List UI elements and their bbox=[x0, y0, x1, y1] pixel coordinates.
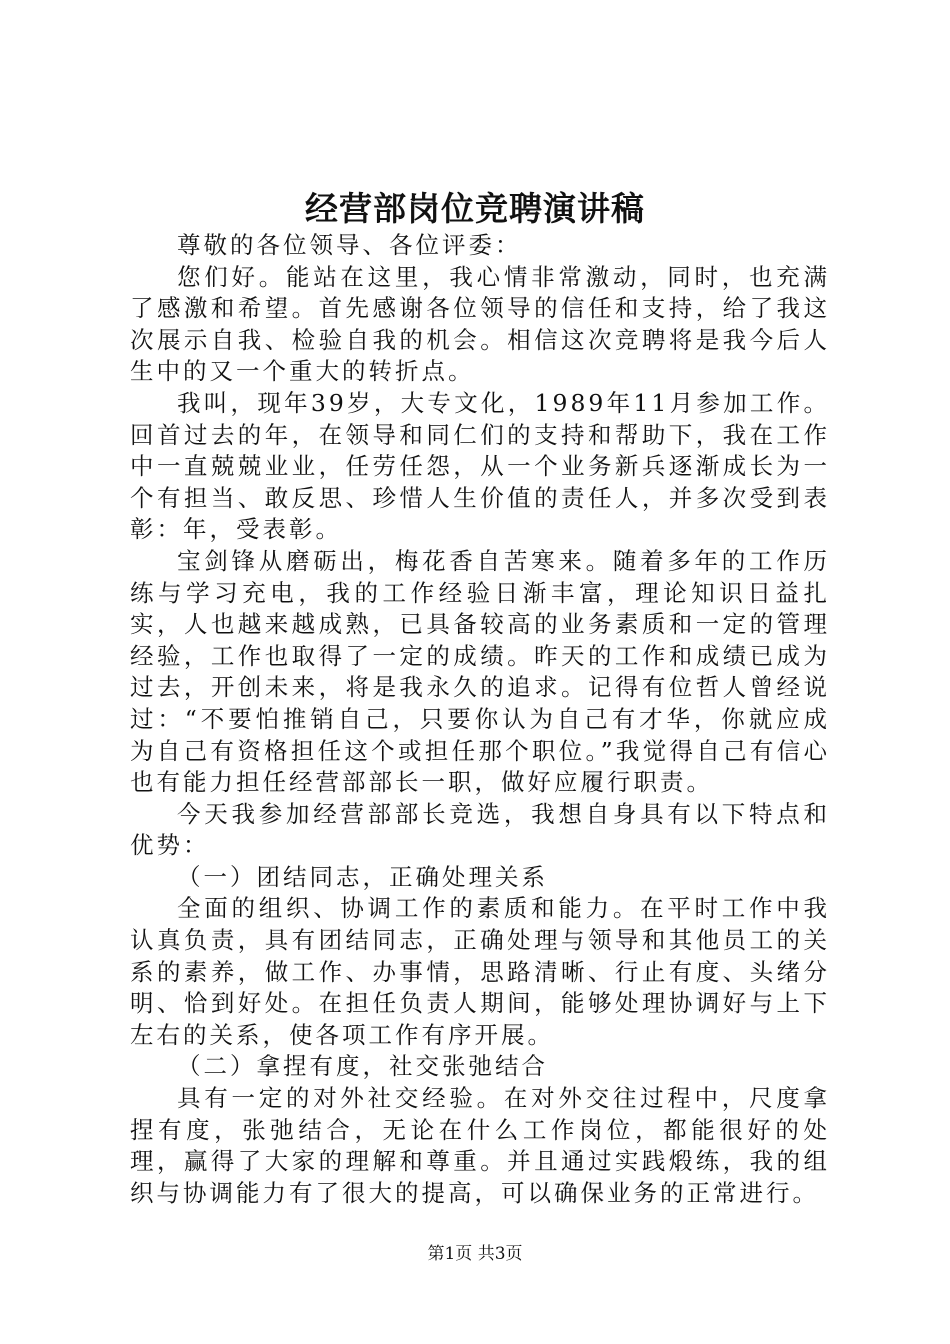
paragraph-section-2: 具有一定的对外社交经验。在对外交往过程中，尺度拿捏有度，张弛结合，无论在什么工作岗位，都能很好的处理，赢得了大家的理解和尊重。并且通过实践煅练，我的组织与协调能力有了很大的提高，可以确保业务的正常进行。 bbox=[130, 1084, 830, 1207]
paragraph-experience: 宝剑锋从磨砺出，梅花香自苦寒来。随着多年的工作历练与学习充电，我的工作经验日渐丰富，理论知识日益扎实，人也越来越成熟，已具备较高的业务素质和一定的管理经验，工作也取得了一定的成绩。昨天的工作和成绩已成为过去，开创未来，将是我永久的追求。记得有位哲人曾经说过：“不要怕推销自己，只要你认为自己有才华，你就应成为自己有资格担任这个或担任那个职位。”我觉得自己有信心也有能力担任经营部部长一职，做好应履行职责。 bbox=[130, 546, 830, 797]
section-heading-1: （一）团结同志，正确处理关系 bbox=[177, 862, 548, 891]
document-title: 经营部岗位竞聘演讲稿 bbox=[305, 189, 645, 228]
section-heading-2: （二）拿捏有度，社交张弛结合 bbox=[177, 1052, 548, 1081]
paragraph-section-1: 全面的组织、协调工作的素质和能力。在平时工作中我认真负责，具有团结同志，正确处理与领导和其他员工的关系的素养，做工作、办事情，思路清晰、行止有度、头绪分明、恰到好处。在担任负责人期间，能够处理协调好与上下左右的关系，使各项工作有序开展。 bbox=[130, 894, 830, 1049]
paragraph-introduction: 我叫，现年39岁，大专文化，1989年11月参加工作。回首过去的年，在领导和同仁们的支持和帮助下，我在工作中一直兢兢业业，任劳任怨，从一个业务新兵逐渐成长为一个有担当、敢反思、珍惜人生价值的责任人，并多次受到表彰：年，受表彰。 bbox=[130, 388, 830, 544]
document-body bbox=[130, 230, 830, 1209]
paragraph-strengths-intro: 今天我参加经营部部长竞选，我想自身具有以下特点和优势： bbox=[130, 799, 830, 860]
salutation: 尊敬的各位领导、各位评委： bbox=[177, 231, 522, 259]
paragraph-greeting: 您们好。能站在这里，我心情非常激动，同时，也充满了感激和希望。首先感谢各位领导的信任和支持，给了我这次展示自我、检验自我的机会。相信这次竞聘将是我今后人生中的又一个重大的转折点。 bbox=[130, 262, 830, 386]
page-number-footer: 第1页 共3页 bbox=[427, 1244, 523, 1264]
